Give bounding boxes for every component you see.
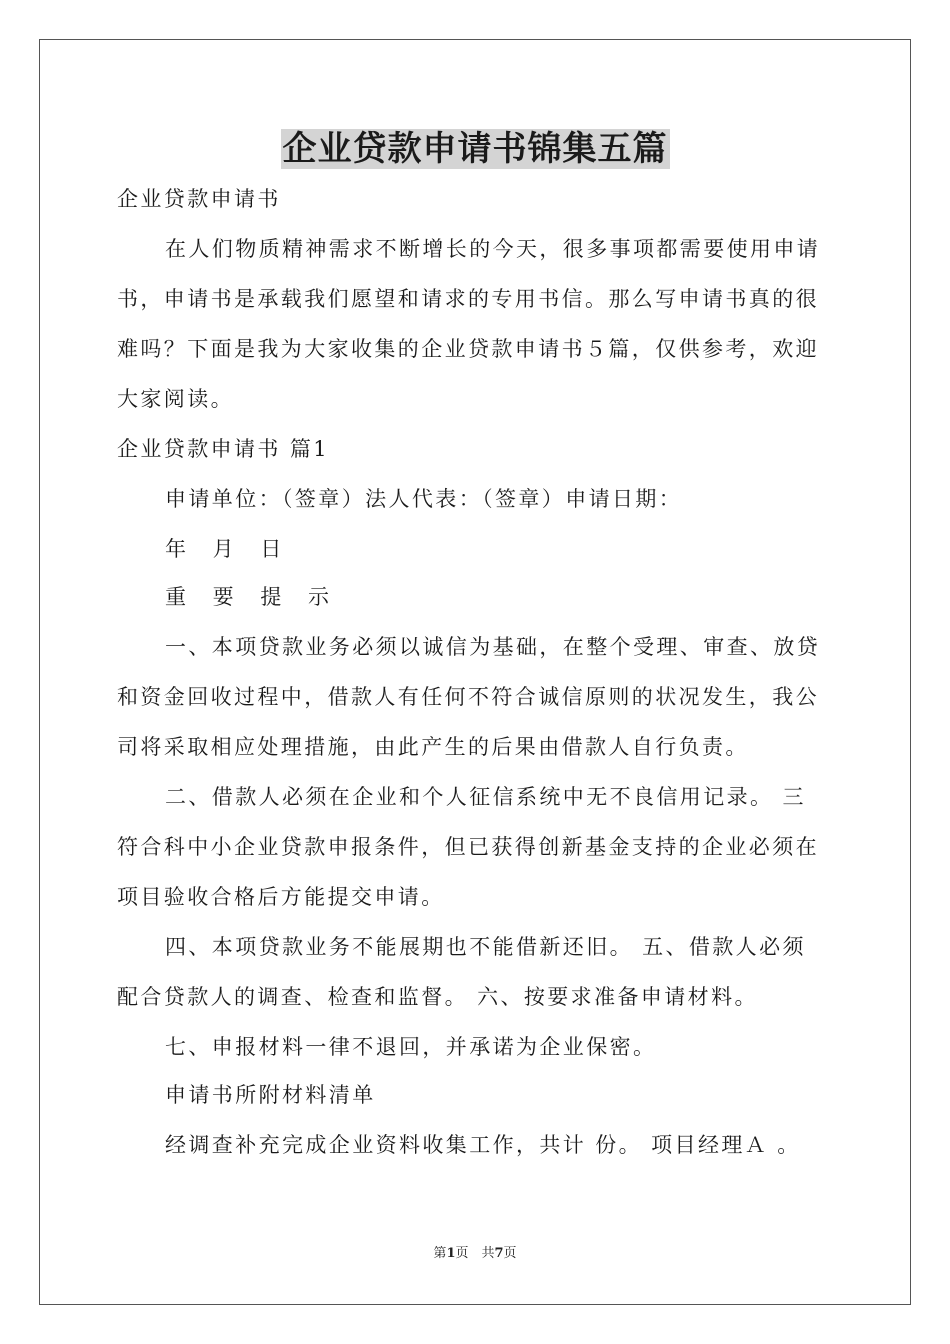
notice-item-line: 一、本项贷款业务必须以诚信为基础，在整个受理、审查、放贷 — [165, 635, 821, 659]
page-suffix: 页 — [503, 1246, 517, 1261]
survey-line: 经调查补充完成企业资料收集工作，共计 份。 项目经理Ａ 。 — [165, 1133, 801, 1157]
page-current: 1 — [446, 1246, 456, 1261]
document-title — [0, 124, 950, 174]
page-number — [0, 1244, 950, 1264]
page-total: 7 — [494, 1246, 504, 1261]
notice-item-line: 司将采取相应处理措施，由此产生的后果由借款人自行负责。 — [117, 735, 749, 759]
notice-heading: 重 要 提 示 — [165, 585, 340, 609]
intro-paragraph-line: 书，申请书是承载我们愿望和请求的专用书信。那么写申请书真的很 — [117, 287, 819, 311]
document-title-text: 企业贷款申请书锦集五篇 — [282, 129, 668, 169]
intro-paragraph-line: 难吗？下面是我为大家收集的企业贷款申请书５篇，仅供参考，欢迎 — [117, 337, 819, 361]
applicant-info-line: 申请单位：（签章）法人代表：（签章）申请日期： — [165, 487, 683, 511]
intro-paragraph-line: 大家阅读。 — [117, 387, 234, 411]
attachment-list-heading: 申请书所附材料清单 — [165, 1083, 376, 1107]
intro-paragraph-line: 在人们物质精神需求不断增长的今天，很多事项都需要使用申请 — [165, 237, 821, 261]
notice-item-line: 四、本项贷款业务不能展期也不能借新还旧。 五、借款人必须 — [165, 935, 806, 959]
notice-item-line: 符合科中小企业贷款申报条件，但已获得创新基金支持的企业必须在 — [117, 835, 819, 859]
notice-item-line: 项目验收合格后方能提交申请。 — [117, 885, 445, 909]
notice-item-line: 配合贷款人的调查、检查和监督。 六、按要求准备申请材料。 — [117, 985, 758, 1009]
notice-item-line: 和资金回收过程中，借款人有任何不符合诚信原则的状况发生，我公 — [117, 685, 819, 709]
notice-item-line: 二、借款人必须在企业和个人征信系统中无不良信用记录。 三 — [165, 785, 806, 809]
date-line: 年 月 日 — [165, 537, 292, 561]
notice-item-line: 七、申报材料一律不退回，并承诺为企业保密。 — [165, 1035, 657, 1059]
section-heading: 企业贷款申请书 — [117, 187, 281, 211]
page-prefix: 第 — [433, 1246, 447, 1261]
article-heading: 企业贷款申请书 篇1 — [117, 437, 330, 461]
page-mid: 页 共 — [455, 1246, 495, 1261]
page-border — [39, 39, 911, 1305]
